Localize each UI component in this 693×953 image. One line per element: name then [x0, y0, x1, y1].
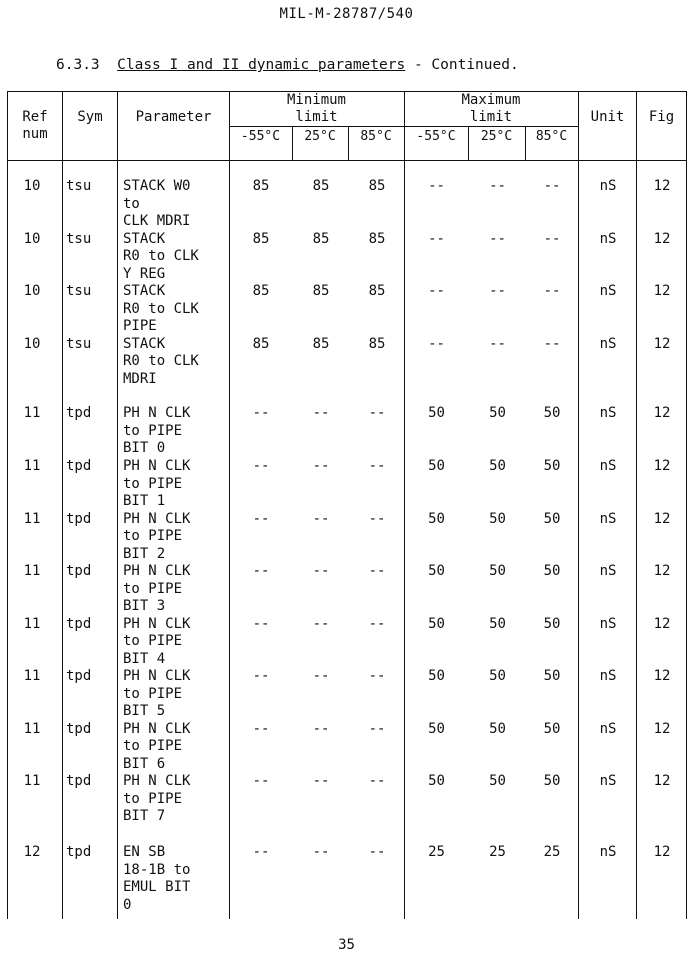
parameter-line: Y REG [123, 265, 166, 282]
min-85-cell: -- [368, 563, 386, 579]
max-neg55-cell: 50 [428, 405, 445, 421]
max-25-cell: -- [489, 283, 506, 299]
max-neg55-cell: -- [428, 283, 445, 299]
parameter-line: BIT 0 [123, 440, 166, 456]
unit-cell: nS [599, 668, 617, 684]
parameter-line: to PIPE [123, 475, 183, 492]
min-85-cell: -- [368, 405, 386, 421]
max-neg55-cell: 50 [428, 510, 445, 527]
min-neg55-cell: 85 [252, 335, 270, 352]
parameter-line: R0 to CLK [123, 248, 199, 264]
max-25-cell: 50 [489, 405, 506, 421]
parameter-cell [123, 178, 227, 231]
header-sym: Sym [77, 109, 103, 125]
parameter-line: BIT 5 [123, 703, 166, 719]
header-unit: Unit [590, 109, 625, 125]
parameter-line: R0 to CLK [123, 353, 199, 369]
parameter-line: PH N CLK [123, 458, 191, 474]
parameter-line: STACK W0 [123, 178, 191, 194]
ref-num-cell: 11 [23, 720, 41, 737]
parameter-line: PH N CLK [123, 773, 191, 789]
table-row [0, 844, 693, 914]
page-number: 35 [338, 937, 355, 953]
table-row [0, 231, 693, 284]
min-neg55-cell: -- [252, 615, 270, 632]
parameter-line: to PIPE [123, 422, 183, 439]
parameter-cell [123, 283, 227, 336]
max-85-cell: 50 [543, 405, 561, 421]
max-85-cell: 50 [543, 458, 561, 474]
symbol-cell: tpd [66, 773, 92, 789]
parameter-line: CLK MDRI [123, 213, 191, 229]
max-neg55-cell: 50 [428, 668, 445, 684]
min-85-cell: -- [368, 668, 386, 684]
parameter-line: to PIPE [123, 738, 183, 754]
min-neg55-cell: -- [252, 844, 270, 860]
max-25-cell: 50 [489, 458, 506, 474]
parameter-line: PH N CLK [123, 615, 191, 632]
symbol-cell: tpd [66, 510, 92, 527]
max-25-cell: 50 [489, 720, 506, 737]
ref-num-cell: 11 [23, 668, 41, 684]
header-minimum-limit: Minimum limit [286, 92, 346, 125]
parameter-line: to [123, 195, 140, 212]
table-row [0, 178, 693, 231]
max-85-cell: -- [543, 335, 561, 352]
min-25-cell: 85 [312, 230, 330, 247]
max-25-cell: 50 [489, 563, 506, 579]
min-neg55-cell: 85 [252, 230, 270, 247]
symbol-cell: tsu [66, 178, 92, 194]
max-85-cell: 50 [543, 563, 561, 579]
ref-num-cell: 10 [23, 230, 41, 247]
max-25-cell: -- [489, 230, 506, 247]
table-row [0, 511, 693, 564]
min-25-cell: -- [312, 405, 330, 421]
min-85-cell: -- [368, 844, 386, 860]
table-row [0, 773, 693, 826]
table-row [0, 405, 693, 458]
min-neg55-cell: -- [252, 773, 270, 789]
min-25-cell: -- [312, 668, 330, 684]
symbol-cell: tpd [66, 563, 92, 579]
header-bottom-rule [7, 160, 687, 161]
unit-cell: nS [599, 720, 617, 737]
fig-cell: 12 [653, 510, 671, 527]
section-title: Class I and II dynamic parameters [117, 57, 406, 73]
parameter-line: PH N CLK [123, 563, 191, 579]
max-85-cell: 50 [543, 510, 561, 527]
parameter-line: STACK [123, 283, 166, 299]
min-25-cell: -- [312, 563, 330, 579]
parameter-line: PIPE [123, 318, 157, 334]
min-85-cell: 85 [368, 283, 386, 299]
symbol-cell: tsu [66, 335, 92, 352]
limit-underline [229, 126, 578, 127]
min-85-cell: 85 [368, 230, 386, 247]
parameter-line: to PIPE [123, 685, 183, 702]
unit-cell: nS [599, 615, 617, 632]
max-85-cell: -- [543, 283, 561, 299]
fig-cell: 12 [653, 844, 671, 860]
ref-num-cell: 12 [23, 844, 41, 860]
parameter-cell [123, 844, 227, 914]
symbol-cell: tpd [66, 405, 92, 421]
max-25-cell: -- [489, 335, 506, 352]
min-25-cell: -- [312, 510, 330, 527]
unit-cell: nS [599, 405, 617, 421]
parameter-line: PH N CLK [123, 720, 191, 737]
max-neg55-cell: 50 [428, 458, 445, 474]
min-neg55-cell: -- [252, 510, 270, 527]
parameter-line: to PIPE [123, 790, 183, 807]
parameter-line: to PIPE [123, 580, 183, 597]
header-min-temp-neg55: -55°C [240, 129, 281, 144]
symbol-cell: tpd [66, 720, 92, 737]
fig-cell: 12 [653, 283, 671, 299]
table-row [0, 668, 693, 721]
unit-cell: nS [599, 458, 617, 474]
unit-cell: nS [599, 773, 617, 789]
header-max-temp-85: 85°C [535, 129, 568, 144]
ref-num-cell: 10 [23, 283, 41, 299]
min-neg55-cell: -- [252, 458, 270, 474]
fig-cell: 12 [653, 335, 671, 352]
fig-cell: 12 [653, 615, 671, 632]
ref-num-cell: 11 [23, 510, 41, 527]
header-fig: Fig [648, 109, 675, 125]
parameter-cell [123, 336, 227, 389]
table-row [0, 336, 693, 389]
min-25-cell: -- [312, 615, 330, 632]
parameter-line: BIT 3 [123, 598, 166, 614]
max-neg55-cell: 50 [428, 563, 445, 579]
max-25-cell: 50 [489, 773, 506, 789]
max-neg55-cell: 50 [428, 773, 445, 789]
section-suffix: - Continued. [413, 57, 519, 73]
min-85-cell: -- [368, 510, 386, 527]
symbol-cell: tsu [66, 283, 92, 299]
parameter-line: EN SB [123, 844, 166, 860]
max-25-cell: -- [489, 178, 506, 194]
min-neg55-cell: -- [252, 563, 270, 579]
max-85-cell: -- [543, 178, 561, 194]
ref-num-cell: 11 [23, 405, 41, 421]
header-maximum-limit: Maximum limit [461, 92, 521, 125]
unit-cell: nS [599, 230, 617, 247]
max-85-cell: 25 [543, 844, 561, 860]
min-85-cell: 85 [368, 335, 386, 352]
parameter-line: R0 to CLK [123, 300, 199, 317]
ref-num-cell: 11 [23, 773, 41, 789]
unit-cell: nS [599, 510, 617, 527]
parameter-line: STACK [123, 230, 166, 247]
parameter-line: BIT 1 [123, 493, 166, 509]
min-neg55-cell: -- [252, 668, 270, 684]
parameter-cell [123, 405, 227, 458]
unit-cell: nS [599, 844, 617, 860]
fig-cell: 12 [653, 773, 671, 789]
parameter-cell [123, 668, 227, 721]
header-ref: Ref num [22, 109, 48, 142]
max-neg55-cell: -- [428, 335, 445, 352]
section-heading [56, 57, 519, 73]
min-25-cell: 85 [312, 283, 330, 299]
max-neg55-cell: 50 [428, 615, 445, 632]
unit-cell: nS [599, 335, 617, 352]
fig-cell: 12 [653, 405, 671, 421]
parameter-line: PH N CLK [123, 668, 191, 684]
parameter-line: 0 [123, 896, 132, 913]
min-neg55-cell: 85 [252, 283, 270, 299]
min-25-cell: -- [312, 458, 330, 474]
header-min-temp-85: 85°C [360, 129, 392, 144]
min-85-cell: -- [368, 773, 386, 789]
min-85-cell: -- [368, 615, 386, 632]
max-neg55-cell: -- [428, 178, 445, 194]
max-85-cell: -- [543, 230, 561, 247]
parameter-cell [123, 721, 227, 774]
max-25-cell: 25 [489, 844, 506, 860]
unit-cell: nS [599, 283, 617, 299]
parameter-cell [123, 563, 227, 616]
min-25-cell: 85 [312, 335, 330, 352]
unit-cell: nS [599, 178, 617, 194]
min-neg55-cell: -- [252, 405, 270, 421]
min-85-cell: -- [368, 720, 386, 737]
parameter-line: 18-1B to [123, 861, 191, 878]
max-85-cell: 50 [543, 773, 561, 789]
symbol-cell: tpd [66, 458, 92, 474]
parameter-line: PH N CLK [123, 510, 191, 527]
max-25-cell: 50 [489, 615, 506, 632]
fig-cell: 12 [653, 178, 671, 194]
min-neg55-cell: 85 [252, 178, 270, 194]
fig-cell: 12 [653, 563, 671, 579]
min-25-cell: 85 [312, 178, 330, 194]
ref-num-cell: 10 [23, 335, 41, 352]
parameter-line: PH N CLK [123, 405, 191, 421]
max-neg55-cell: -- [428, 230, 445, 247]
symbol-cell: tpd [66, 844, 92, 860]
parameter-line: EMUL BIT [123, 879, 191, 895]
unit-cell: nS [599, 563, 617, 579]
ref-num-cell: 11 [23, 615, 41, 632]
parameter-cell [123, 616, 227, 669]
table-row [0, 563, 693, 616]
header-max-temp-25: 25°C [480, 129, 513, 144]
parameter-line: to PIPE [123, 528, 183, 544]
symbol-cell: tpd [66, 615, 92, 632]
min-neg55-cell: -- [252, 720, 270, 737]
parameter-line: BIT 2 [123, 545, 166, 562]
max-neg55-cell: 25 [428, 844, 445, 860]
table-row [0, 721, 693, 774]
table-row [0, 283, 693, 336]
max-25-cell: 50 [489, 510, 506, 527]
symbol-cell: tsu [66, 230, 92, 247]
parameter-line: BIT 4 [123, 650, 166, 667]
parameter-line: to PIPE [123, 633, 183, 649]
fig-cell: 12 [653, 668, 671, 684]
parameter-cell [123, 231, 227, 284]
table-row [0, 616, 693, 669]
min-25-cell: -- [312, 720, 330, 737]
fig-cell: 12 [653, 720, 671, 737]
min-25-cell: -- [312, 773, 330, 789]
ref-num-cell: 11 [23, 458, 41, 474]
max-85-cell: 50 [543, 615, 561, 632]
ref-num-cell: 10 [23, 178, 41, 194]
parameter-line: STACK [123, 335, 166, 352]
symbol-cell: tpd [66, 668, 92, 684]
max-85-cell: 50 [543, 720, 561, 737]
document-id-header: MIL-M-28787/540 [279, 6, 414, 22]
parameter-cell [123, 773, 227, 826]
table-row [0, 458, 693, 511]
min-85-cell: 85 [368, 178, 386, 194]
section-number: 6.3.3 [56, 57, 100, 73]
header-min-temp-25: 25°C [304, 129, 336, 144]
header-max-temp-neg55: -55°C [416, 129, 456, 144]
header-parameter: Parameter [135, 109, 212, 125]
parameter-cell [123, 458, 227, 511]
parameter-line: BIT 6 [123, 755, 166, 772]
max-neg55-cell: 50 [428, 720, 445, 737]
ref-num-cell: 11 [23, 563, 41, 579]
fig-cell: 12 [653, 230, 671, 247]
max-85-cell: 50 [543, 668, 561, 684]
parameter-line: MDRI [123, 370, 157, 387]
parameter-cell [123, 511, 227, 564]
parameter-line: BIT 7 [123, 808, 166, 824]
min-85-cell: -- [368, 458, 386, 474]
max-25-cell: 50 [489, 668, 506, 684]
min-25-cell: -- [312, 844, 330, 860]
fig-cell: 12 [653, 458, 671, 474]
